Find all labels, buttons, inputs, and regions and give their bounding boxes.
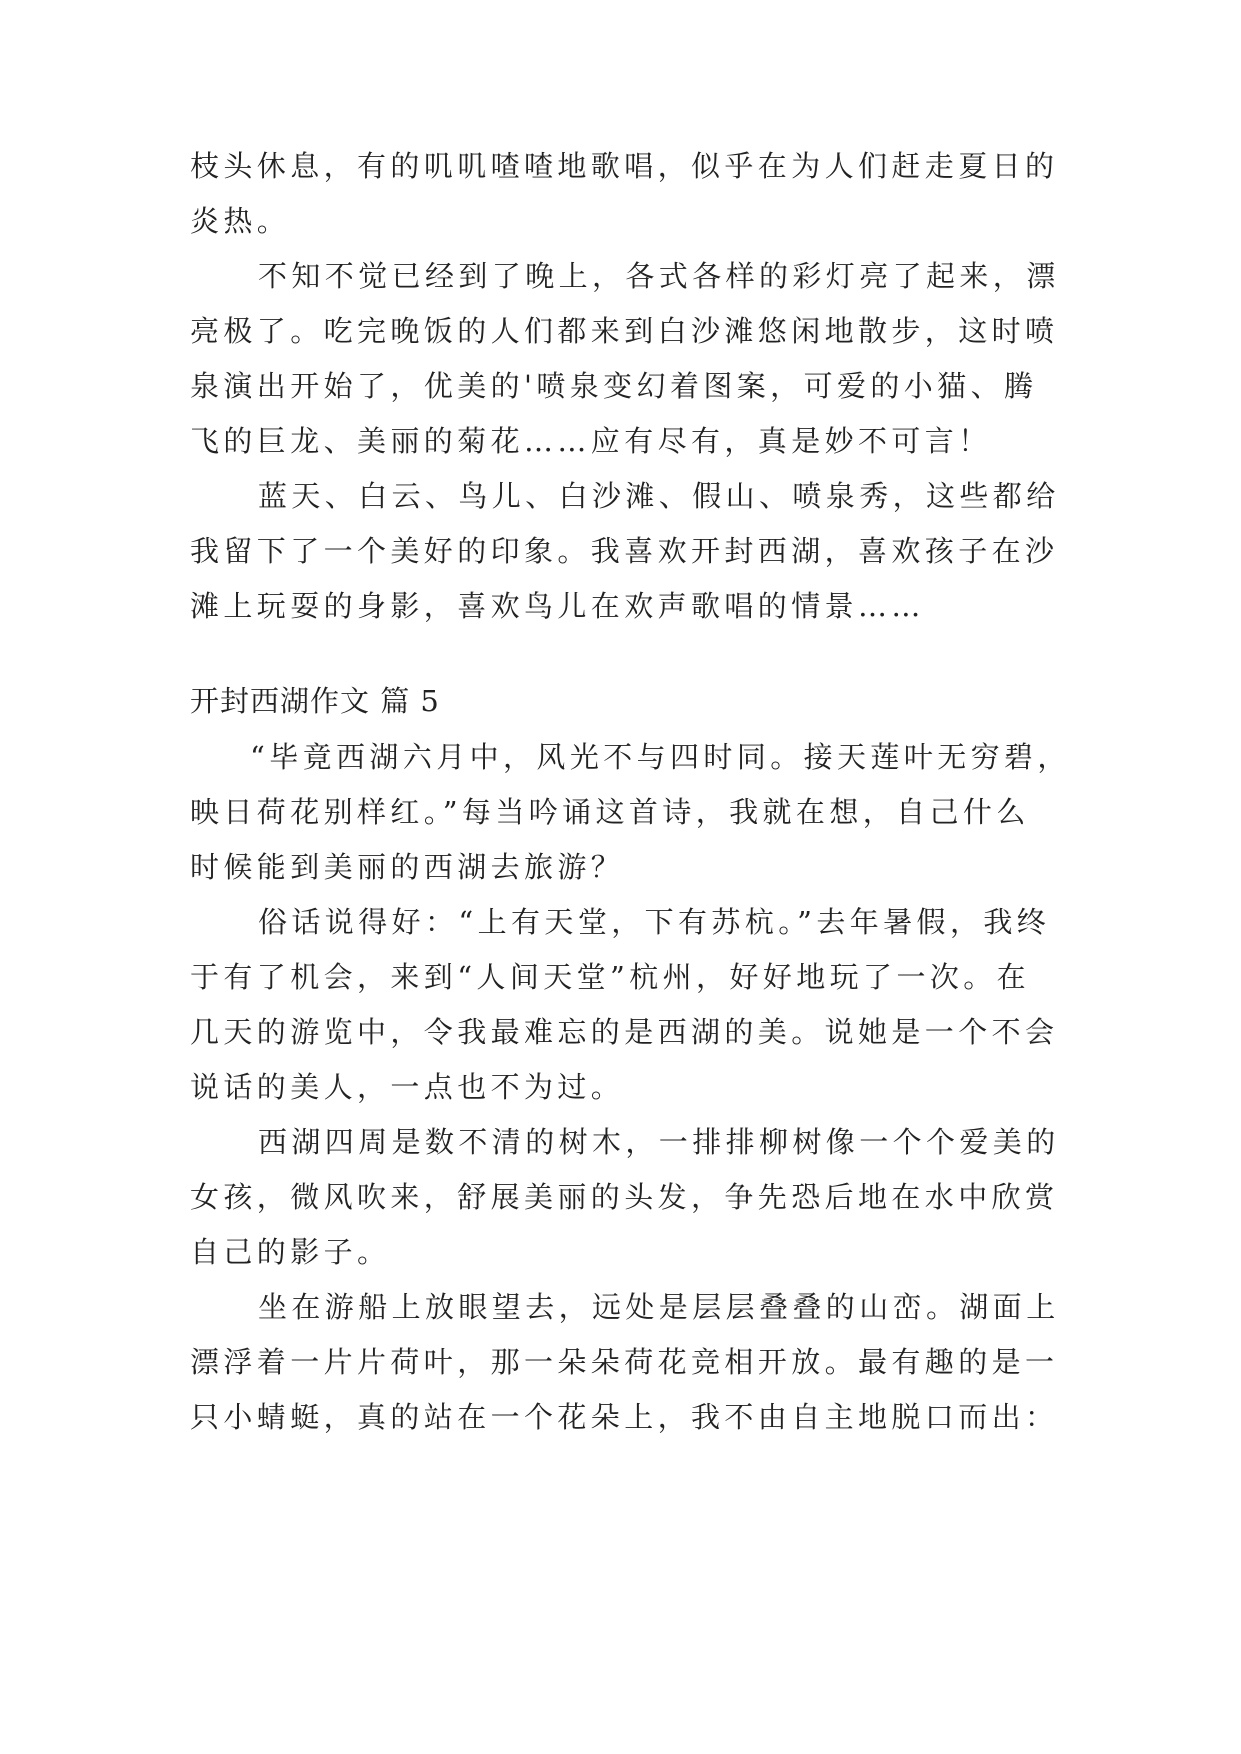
text-line: 女孩，微风吹来，舒展美丽的头发，争先恐后地在水中欣赏 xyxy=(190,1180,1059,1214)
text-line: 于有了机会，来到“人间天堂”杭州，好好地玩了一次。在 xyxy=(190,960,1031,994)
text-line: 自己的影子。 xyxy=(190,1235,391,1269)
text-line: 说话的美人，一点也不为过。 xyxy=(190,1070,625,1104)
text-line: 映日荷花别样红。”每当吟诵这首诗，我就在想，自己什么 xyxy=(190,795,1030,829)
text-line: “毕竟西湖六月中，风光不与四时同。接天莲叶无穷碧， xyxy=(250,740,1071,774)
text-line: 俗话说得好：“上有天堂，下有苏杭。”去年暑假，我终 xyxy=(258,905,1051,939)
text-line: 我留下了一个美好的印象。我喜欢开封西湖，喜欢孩子在沙 xyxy=(190,534,1059,568)
section-title: 开封西湖作文 篇 5 xyxy=(190,684,440,718)
text-line: 蓝天、白云、鸟儿、白沙滩、假山、喷泉秀，这些都给 xyxy=(258,479,1060,513)
text-line: 不知不觉已经到了晚上，各式各样的彩灯亮了起来，漂 xyxy=(258,259,1060,293)
text-line: 亮极了。吃完晚饭的人们都来到白沙滩悠闲地散步，这时喷 xyxy=(190,314,1059,348)
text-line: 泉演出开始了，优美的'喷泉变幻着图案，可爱的小猫、腾 xyxy=(190,369,1038,403)
text-line: 炎热。 xyxy=(190,204,291,238)
text-line: 滩上玩耍的身影，喜欢鸟儿在欢声歌唱的情景…… xyxy=(190,589,925,623)
text-line: 漂浮着一片片荷叶，那一朵朵荷花竞相开放。最有趣的是一 xyxy=(190,1345,1059,1379)
text-line: 西湖四周是数不清的树木，一排排柳树像一个个爱美的 xyxy=(258,1125,1060,1159)
text-line: 只小蜻蜓，真的站在一个花朵上，我不由自主地脱口而出： xyxy=(190,1400,1059,1434)
text-line: 枝头休息，有的叽叽喳喳地歌唱，似乎在为人们赶走夏日的 xyxy=(190,149,1059,183)
text-line: 飞的巨龙、美丽的菊花……应有尽有，真是妙不可言！ xyxy=(190,424,992,458)
text-line: 坐在游船上放眼望去，远处是层层叠叠的山峦。湖面上 xyxy=(258,1290,1060,1324)
text-line: 几天的游览中，令我最难忘的是西湖的美。说她是一个不会 xyxy=(190,1015,1059,1049)
text-line: 时候能到美丽的西湖去旅游？ xyxy=(190,850,625,884)
